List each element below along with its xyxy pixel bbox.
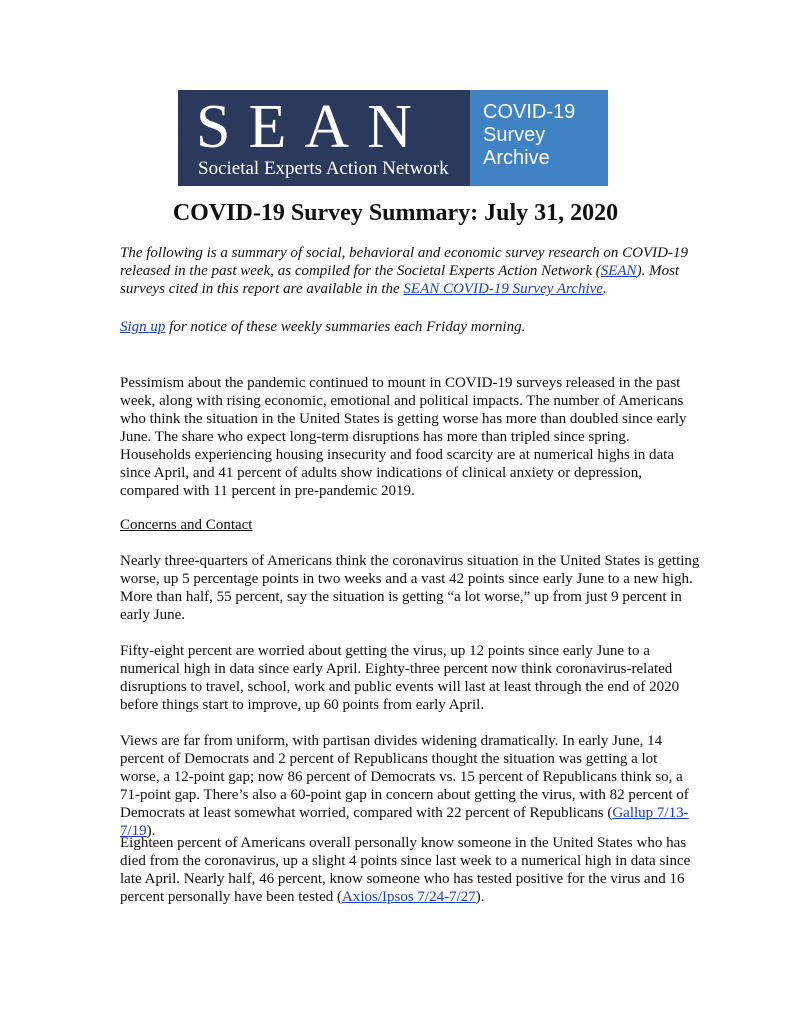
body-paragraph-1: Nearly three-quarters of Americans think the coronavirus situation in the United States is getting worse, up 5 percentage points in two weeks and a vast 42 points since early June to a new high. More than half, 55 percent, say the situation is getting “a lot worse,” up from just 9 percent in early June.	[120, 553, 700, 623]
para4-end: ).	[475, 889, 485, 905]
intro-text-3: .	[602, 281, 607, 297]
summary-paragraph: Pessimism about the pandemic continued to mount in COVID-19 surveys released in the past week, along with rising economic, emotional and political impacts. The number of Americans who think the situation in the United States is getting worse has more than doubled since early June. The share who expect long-term disruptions has more than tripled since spring. Households experiencing housing insecurity and food scarcity are at numerical highs in data since April, and 41 percent of adults show indications of clinical anxiety or depression, compared with 11 percent in pre-pandemic 2019.	[120, 375, 687, 499]
body-paragraph-2: Fifty-eight percent are worried about getting the virus, up 12 points since early June to a numerical high in data since early April. Eighty-three percent now think coronavirus-related disruptions to travel, school, work and public events will last at least through the end of 2020 before things start to improve, up 60 points from early April.	[120, 643, 680, 713]
archive-line-1: COVID-19	[483, 101, 576, 123]
gallup-link[interactable]: Gallup 7/13-7/19	[120, 805, 689, 839]
survey-archive-badge	[470, 90, 608, 186]
axios-ipsos-link[interactable]: Axios/Ipsos 7/24-7/27	[341, 889, 476, 905]
intro-text-2: ). Most surveys cited in this report are available in the	[120, 263, 680, 297]
survey-archive-link[interactable]: SEAN COVID-19 Survey Archive	[403, 281, 603, 297]
intro-paragraph	[120, 244, 700, 298]
archive-line-2: Survey	[483, 124, 546, 146]
sean-link[interactable]: SEAN	[600, 263, 637, 279]
page-title: COVID-19 Survey Summary: July 31, 2020	[172, 200, 619, 226]
signup-text: for notice of these weekly summaries each Friday morning.	[165, 319, 526, 335]
para3-end: ).	[146, 823, 156, 839]
section-heading: Concerns and Contact	[120, 517, 253, 533]
sign-up-link[interactable]: Sign up	[120, 319, 166, 335]
sean-banner	[178, 90, 608, 186]
archive-line-3: Archive	[483, 147, 550, 169]
intro-text-1: The following is a summary of social, behavioral and economic survey research on COVID-19 released in the past week, as compiled for the Societal Experts Action Network (	[120, 245, 688, 279]
para3-text: Views are far from uniform, with partisan divides widening dramatically. In early June, 14 percent of Democrats and 2 percent of Republicans thought the situation was getting a lot worse, a 12-point gap; now 86 percent of Democrats vs. 15 percent of Republicans think so, a 71-point gap. There’s also a 60-point gap in concern about getting the virus, with 82 percent of Democrats at least somewhat worried, compared with 22 percent of Republicans (	[120, 733, 689, 821]
sean-logo-subtitle: Societal Experts Action Network	[198, 158, 449, 179]
signup-paragraph	[120, 318, 700, 336]
para4-text: Eighteen percent of Americans overall personally know someone in the United States who has died from the coronavirus, up a slight 4 points since last week to a numerical high in data since late April. Nearly half, 46 percent, know someone who has tested positive for the virus and 16 percent personally have been tested (	[120, 835, 691, 905]
sean-logo-text: SEAN	[196, 93, 430, 161]
body-paragraph-4	[120, 834, 700, 906]
body-paragraph-3	[120, 732, 700, 840]
sean-logo	[178, 90, 470, 186]
